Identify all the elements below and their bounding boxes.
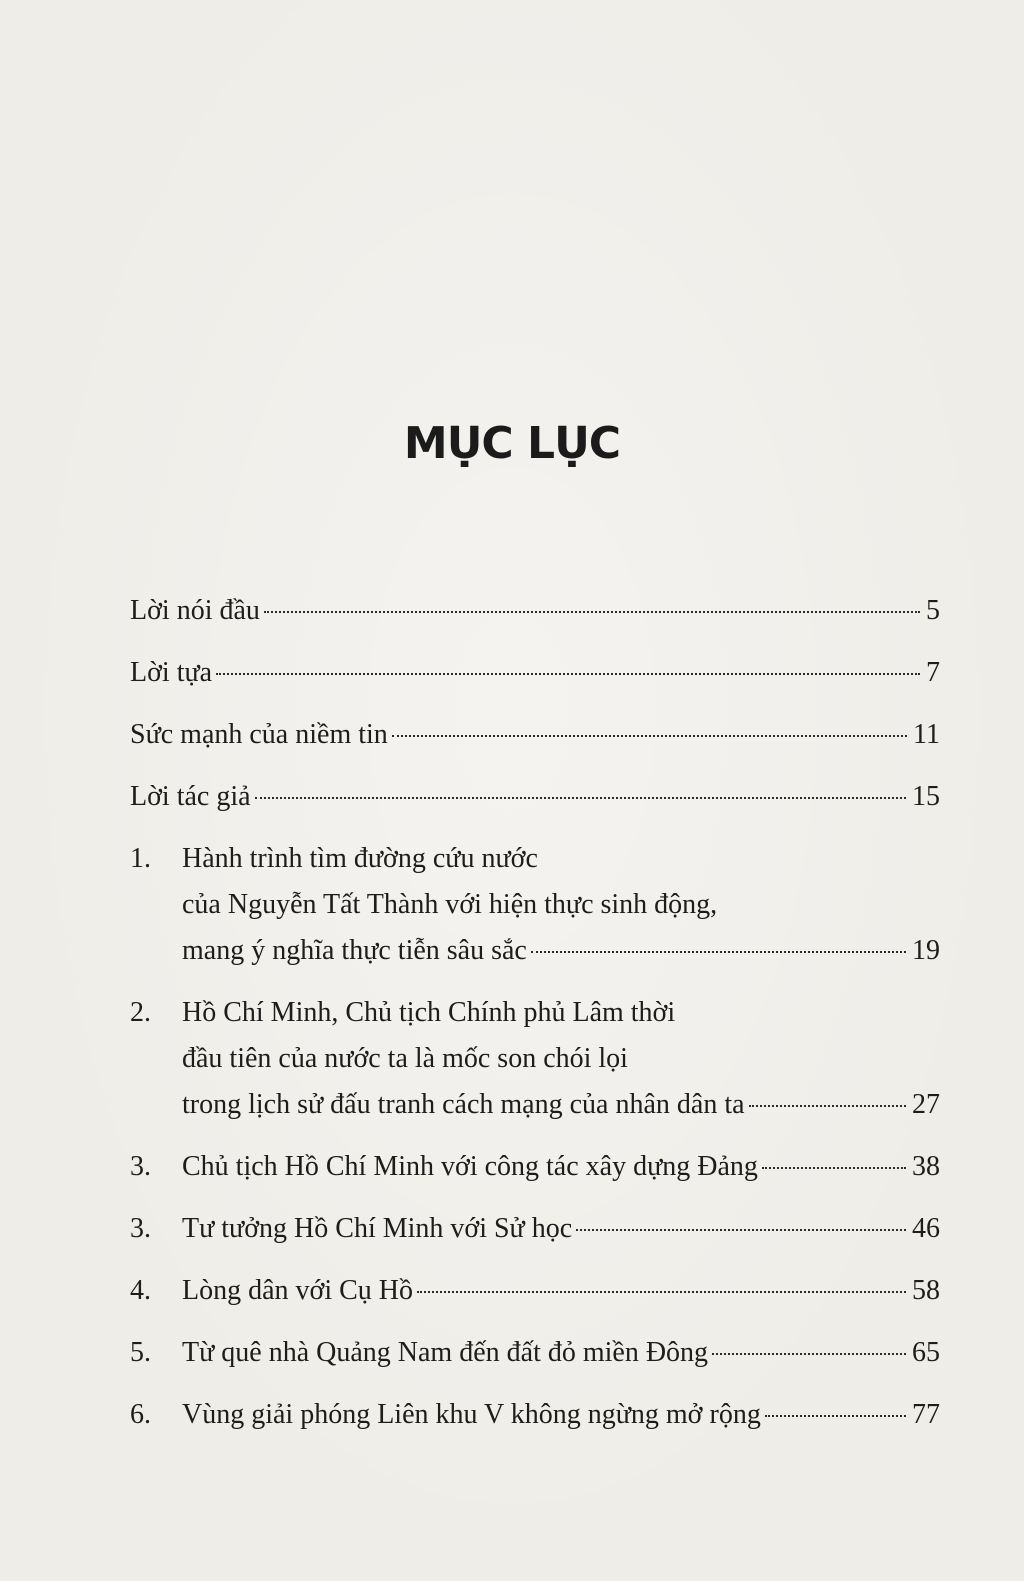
dot-leader <box>749 1105 906 1107</box>
toc-page-number: 19 <box>912 935 940 966</box>
toc-page-number: 58 <box>912 1275 940 1306</box>
toc-entry-line: Hồ Chí Minh, Chủ tịch Chính phủ Lâm thời <box>182 997 676 1028</box>
toc-entry-title: Lòng dân với Cụ Hồ <box>182 1275 414 1306</box>
toc-entry <box>130 1330 940 1376</box>
table-of-contents <box>130 588 940 1454</box>
toc-entry-number: 4. <box>130 1275 151 1306</box>
toc-entry <box>130 990 940 1128</box>
toc-entry <box>130 1392 940 1438</box>
toc-entry-text <box>182 1144 940 1190</box>
toc-page-number: 5 <box>926 595 940 626</box>
toc-entry-text <box>182 1330 940 1376</box>
toc-entry-text <box>182 836 940 974</box>
toc-entry-text <box>182 1392 940 1438</box>
toc-entry-number: 2. <box>130 997 151 1028</box>
toc-entry-text <box>130 588 940 634</box>
dot-leader <box>255 797 906 799</box>
dot-leader <box>531 951 906 953</box>
toc-entry-text <box>130 712 940 758</box>
toc-page-number: 46 <box>912 1213 940 1244</box>
toc-entry-number: 3. <box>130 1151 151 1182</box>
page-title: MỤC LỤC <box>403 418 621 469</box>
toc-entry-title: Lời tác giả <box>130 781 251 812</box>
toc-entry-line: mang ý nghĩa thực tiễn sâu sắc <box>182 935 527 966</box>
toc-entry-title: Chủ tịch Hồ Chí Minh với công tác xây dựng Đảng <box>182 1151 758 1182</box>
toc-entry <box>130 650 940 696</box>
toc-entry-line: đầu tiên của nước ta là mốc son chói lọi <box>182 1043 628 1074</box>
toc-entry-title: Sức mạnh của niềm tin <box>130 719 388 750</box>
toc-entry-number: 3. <box>130 1213 151 1244</box>
toc-entry-text <box>182 990 940 1128</box>
toc-entry-title: Từ quê nhà Quảng Nam đến đất đỏ miền Đông <box>182 1337 709 1368</box>
toc-entry-title: Vùng giải phóng Liên khu V không ngừng mở rộng <box>182 1399 761 1430</box>
toc-entry-line: của Nguyễn Tất Thành với hiện thực sinh động, <box>182 889 718 920</box>
toc-entry-title: Tư tưởng Hồ Chí Minh với Sử học <box>182 1213 573 1244</box>
dot-leader <box>264 611 920 613</box>
toc-entry <box>130 712 940 758</box>
toc-entry-number: 6. <box>130 1399 151 1430</box>
dot-leader <box>417 1291 906 1293</box>
toc-entry-title: Lời nói đầu <box>130 595 260 626</box>
toc-entry-title: Lời tựa <box>130 657 213 688</box>
toc-entry-number: 5. <box>130 1337 151 1368</box>
toc-page-number: 38 <box>912 1151 940 1182</box>
toc-entry <box>130 1206 940 1252</box>
toc-entry-line: Hành trình tìm đường cứu nước <box>182 843 538 874</box>
dot-leader <box>392 735 907 737</box>
dot-leader <box>216 673 920 675</box>
toc-entry-text <box>130 650 940 696</box>
toc-page-number: 11 <box>913 719 940 750</box>
toc-entry <box>130 774 940 820</box>
toc-page-number: 7 <box>926 657 940 688</box>
toc-entry-text <box>182 1268 940 1314</box>
toc-entry-line: trong lịch sử đấu tranh cách mạng của nhân dân ta <box>182 1089 745 1120</box>
dot-leader <box>762 1167 906 1169</box>
toc-entry-text <box>182 1206 940 1252</box>
toc-page-number: 65 <box>912 1337 940 1368</box>
toc-entry-text <box>130 774 940 820</box>
toc-page-number: 15 <box>912 781 940 812</box>
toc-entry <box>130 1144 940 1190</box>
dot-leader <box>712 1353 906 1355</box>
dot-leader <box>576 1229 906 1231</box>
dot-leader <box>765 1415 906 1417</box>
toc-entry <box>130 1268 940 1314</box>
toc-entry <box>130 836 940 974</box>
toc-entry <box>130 588 940 634</box>
toc-entry-number: 1. <box>130 843 151 874</box>
toc-page-number: 27 <box>912 1089 940 1120</box>
toc-page-number: 77 <box>912 1399 940 1430</box>
